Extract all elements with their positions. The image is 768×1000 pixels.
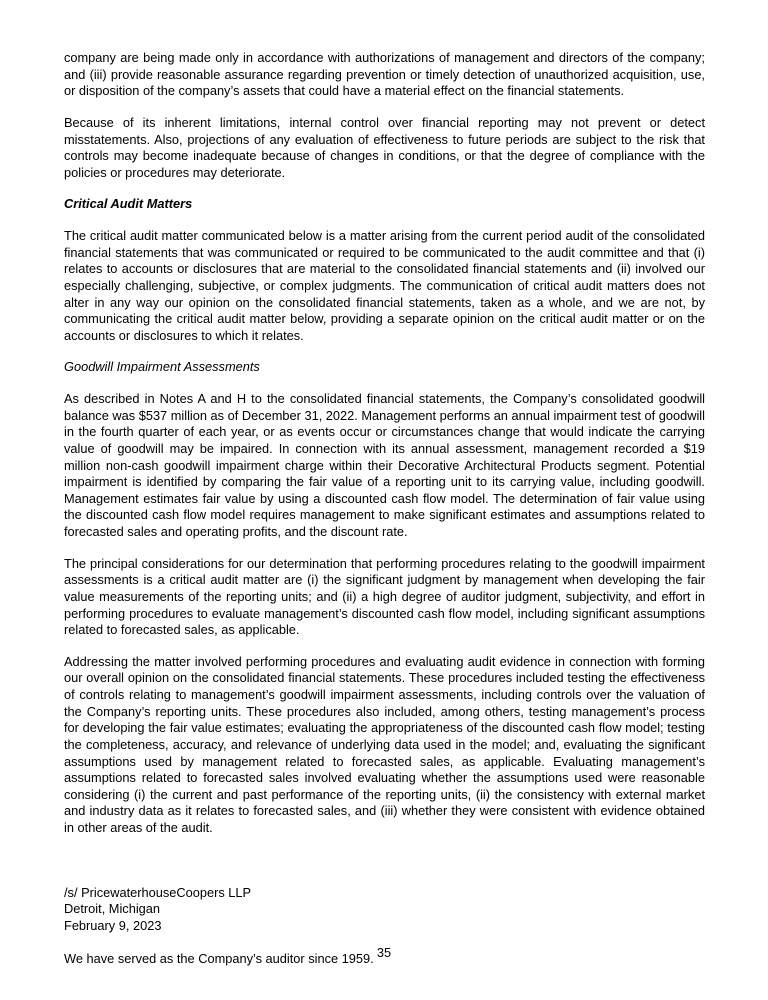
subheading-goodwill-impairment-assessments: Goodwill Impairment Assessments [64, 359, 260, 375]
auditor-tenure-statement: We have served as the Company’s auditor since 1959. [64, 950, 374, 966]
paragraph-critical-audit-matter-description: The critical audit matter communicated below is a matter arising from the current period audit of the consolidated financial statements that was communicated or required to be communicated to the audit committee and that (i) relates to accounts or disclosures that are material to the consolidated financial statements and (ii) involved our especially challenging, subjective, or complex judgments. The communication of critical audit matters does not alter in any way our opinion on the consolidated financial statements, taken as a whole, and we are not, by communicating the critical audit matter below, providing a separate opinion on the critical audit matter or on the accounts or disclosures to which it relates. [64, 228, 705, 343]
signature-date: February 9, 2023 [64, 917, 162, 933]
signature-location: Detroit, Michigan [64, 901, 161, 917]
heading-critical-audit-matters: Critical Audit Matters [64, 196, 193, 212]
paragraph-inherent-limitations: Because of its inherent limitations, internal control over financial reporting may not prevent or detect misstatements. Also, projections of any evaluation of effectiveness to future periods are subject to the risk that controls may become inadequate because of changes in conditions, or that the degree of compliance with the policies or procedures may deteriorate. [64, 114, 705, 180]
signature-firm-name: /s/ PricewaterhouseCoopers LLP [64, 884, 252, 900]
paragraph-goodwill-balance-details: As described in Notes A and H to the consolidated financial statements, the Company’s consolidated goodwill balance was $537 million as of December 31, 2022. Management performs an annual impairment test of goodwill in the fourth quarter of each year, or as events occur or circumstances change that would indicate the carrying value of goodwill may be impaired. In connection with its annual assessment, management recorded a $19 million non-cash goodwill impairment charge within their Decorative Architectural Products segment. Potential impairment is identified by comparing the fair value of a reporting unit to its carrying value, including goodwill. Management estimates fair value by using a discounted cash flow model. The determination of fair value using the discounted cash flow model requires management to make significant estimates and assumptions related to forecasted sales and operating profits, and the discount rate. [64, 391, 705, 539]
paragraph-principal-considerations: The principal considerations for our determination that performing procedures relating to the goodwill impairment assessments is a critical audit matter are (i) the significant judgment by management when developing the fair value measurements of the reporting units; and (ii) a high degree of auditor judgment, subjectivity, and effort in performing procedures to evaluate management’s discounted cash flow model, including significant assumptions related to forecasted sales, as applicable. [64, 555, 705, 638]
paragraph-authorizations-continued: company are being made only in accordance with authorizations of management and directors of the company; and (iii) provide reasonable assurance regarding prevention or timely detection of unauthorized acquisition, use, or disposition of the company’s assets that could have a material effect on the financial statements. [64, 50, 705, 99]
page-number: 35 [376, 945, 392, 961]
paragraph-addressing-the-matter: Addressing the matter involved performing procedures and evaluating audit evidence in connection with forming our overall opinion on the consolidated financial statements. These procedures included testing the effectiveness of controls relating to management’s goodwill impairment assessments, including controls over the valuation of the Company’s reporting units. These procedures also included, among others, testing management’s process for developing the fair value estimates; evaluating the appropriateness of the discounted cash flow model; testing the completeness, accuracy, and relevance of underlying data used in the model; and, evaluating the significant assumptions used by management related to forecasted sales, as applicable. Evaluating management’s assumptions related to forecasted sales involved evaluating whether the assumptions used were reasonable considering (i) the current and past performance of the reporting units, (ii) the consistency with external market and industry data as it relates to forecasted sales, and (iii) whether they were consistent with evidence obtained in other areas of the audit. [64, 653, 705, 835]
signature-block [64, 885, 705, 935]
